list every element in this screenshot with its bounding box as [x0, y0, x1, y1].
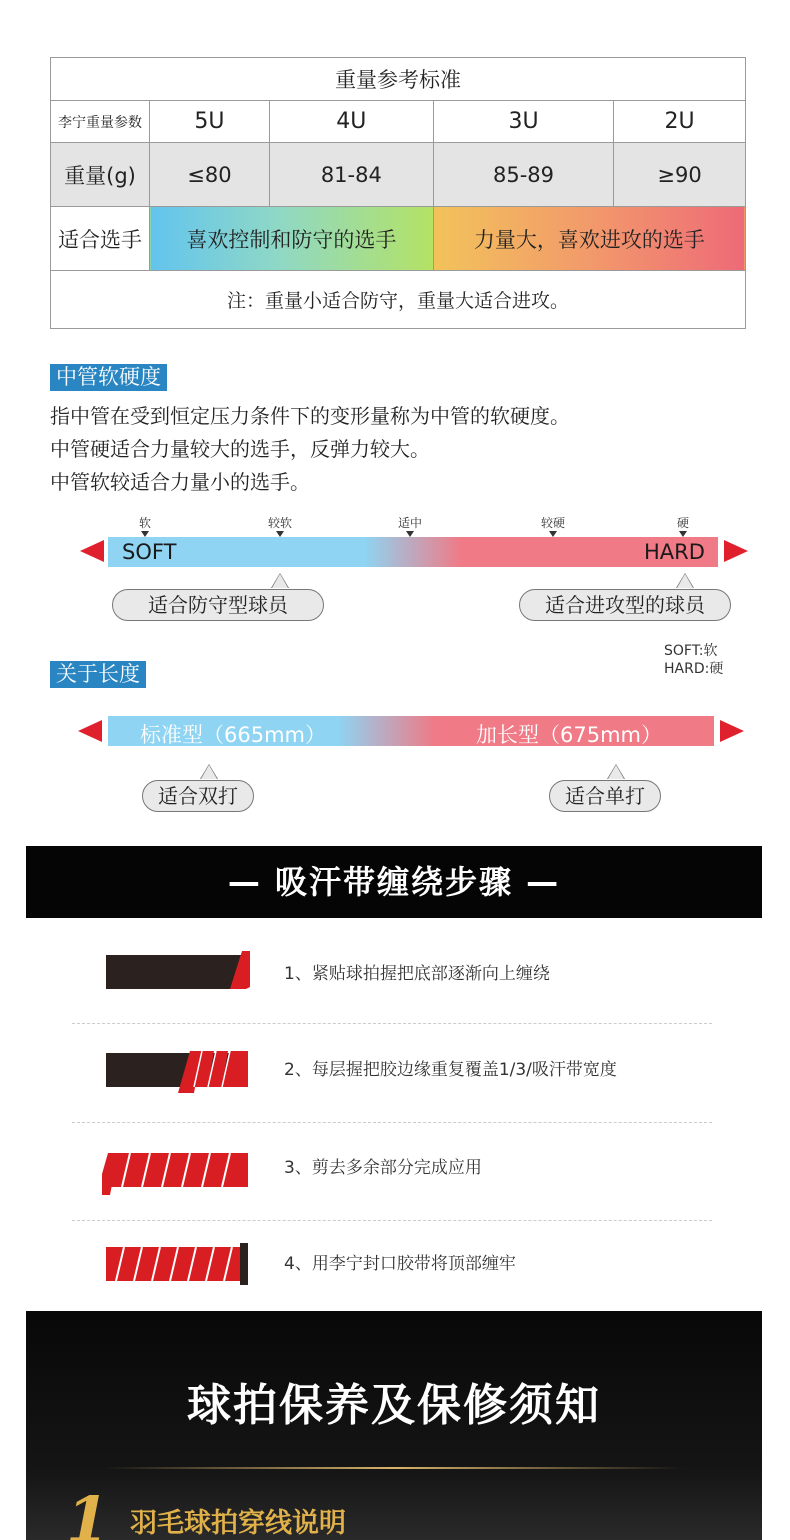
grip-step-4-icon	[102, 1235, 262, 1295]
wrapping-step	[72, 1021, 712, 1119]
grade-cell: 3U	[433, 101, 613, 143]
stringing-section-title: 羽毛球拍穿线说明	[130, 1508, 346, 1539]
left-arrow-icon	[80, 540, 104, 562]
tick-label-medium: 适中	[397, 516, 422, 530]
weight-label: 重量(g)	[51, 143, 150, 207]
table-note: 注：重量小适合防守，重量大适合进攻。	[51, 271, 746, 329]
singles-callout: 适合单打	[549, 780, 661, 812]
hard-player-callout: 适合进攻型的球员	[519, 589, 731, 621]
step-text: 1、紧贴球拍握把底部逐渐向上缠绕	[284, 964, 550, 984]
right-arrow-icon	[720, 720, 744, 742]
wrapping-step	[72, 1215, 712, 1313]
weight-cell: 81-84	[269, 143, 433, 207]
tick-label-stiff: 硬	[676, 516, 689, 530]
left-arrow-icon	[78, 720, 102, 742]
suit-heavy-cell: 力量大，喜欢进攻的选手	[433, 207, 745, 271]
wrapping-steps-header: — 吸汗带缠绕步骤 —	[26, 846, 762, 918]
length-tag: 关于长度	[50, 661, 146, 688]
grip-step-3-icon	[102, 1139, 262, 1199]
stiffness-scale-bar	[108, 537, 718, 567]
grip-step-1-icon	[102, 945, 262, 1001]
description-line: 中管硬适合力量较大的选手，反弹力较大。	[50, 437, 430, 461]
table-title: 重量参考标准	[51, 58, 746, 101]
step-text: 3、剪去多余部分完成应用	[284, 1158, 482, 1178]
standard-length-label: 标准型（665mm）	[140, 723, 326, 747]
tick-label-stiff-ish: 较硬	[540, 516, 565, 530]
grade-cell: 2U	[614, 101, 746, 143]
legend-soft: SOFT:软	[664, 643, 718, 659]
scale-legend	[664, 642, 723, 678]
doubles-callout: 适合双打	[142, 780, 254, 812]
suit-label: 适合选手	[51, 207, 150, 271]
grade-cell: 5U	[150, 101, 270, 143]
tick-label-soft-ish: 较软	[267, 516, 292, 530]
param-label: 李宁重量参数	[51, 101, 150, 143]
weight-cell: ≥90	[614, 143, 746, 207]
soft-player-callout: 适合防守型球员	[112, 589, 324, 621]
callout-pointer	[271, 573, 289, 588]
wrapping-step	[72, 1119, 712, 1217]
step-text: 4、用李宁封口胶带将顶部缠牢	[284, 1254, 516, 1274]
grade-cell: 4U	[269, 101, 433, 143]
callout-pointer	[200, 764, 218, 779]
weight-cell: 85-89	[433, 143, 613, 207]
stiffness-tag: 中管软硬度	[50, 364, 167, 391]
gold-divider	[104, 1467, 684, 1469]
weight-cell: ≤80	[150, 143, 270, 207]
stiffness-description	[50, 400, 570, 499]
extended-length-label: 加长型（675mm）	[476, 723, 662, 747]
weight-reference-table	[50, 57, 746, 329]
tick-label-soft: 软	[138, 516, 151, 530]
legend-hard: HARD:硬	[664, 661, 724, 677]
callout-pointer	[676, 573, 694, 588]
step-text: 2、每层握把胶边缘重复覆盖1/3/吸汗带宽度	[284, 1060, 617, 1080]
suit-light-cell: 喜欢控制和防守的选手	[150, 207, 434, 271]
maintenance-section	[26, 1311, 762, 1540]
grip-step-2-icon	[102, 1041, 262, 1101]
wrapping-step	[72, 925, 712, 1023]
callout-pointer	[607, 764, 625, 779]
right-arrow-icon	[724, 540, 748, 562]
maintenance-title: 球拍保养及保修须知	[187, 1380, 601, 1431]
description-line: 中管软较适合力量小的选手。	[50, 470, 310, 494]
soft-label: SOFT	[122, 540, 177, 564]
section-number: 1	[66, 1483, 110, 1540]
hard-label: HARD	[644, 540, 705, 564]
description-line: 指中管在受到恒定压力条件下的变形量称为中管的软硬度。	[50, 404, 570, 428]
